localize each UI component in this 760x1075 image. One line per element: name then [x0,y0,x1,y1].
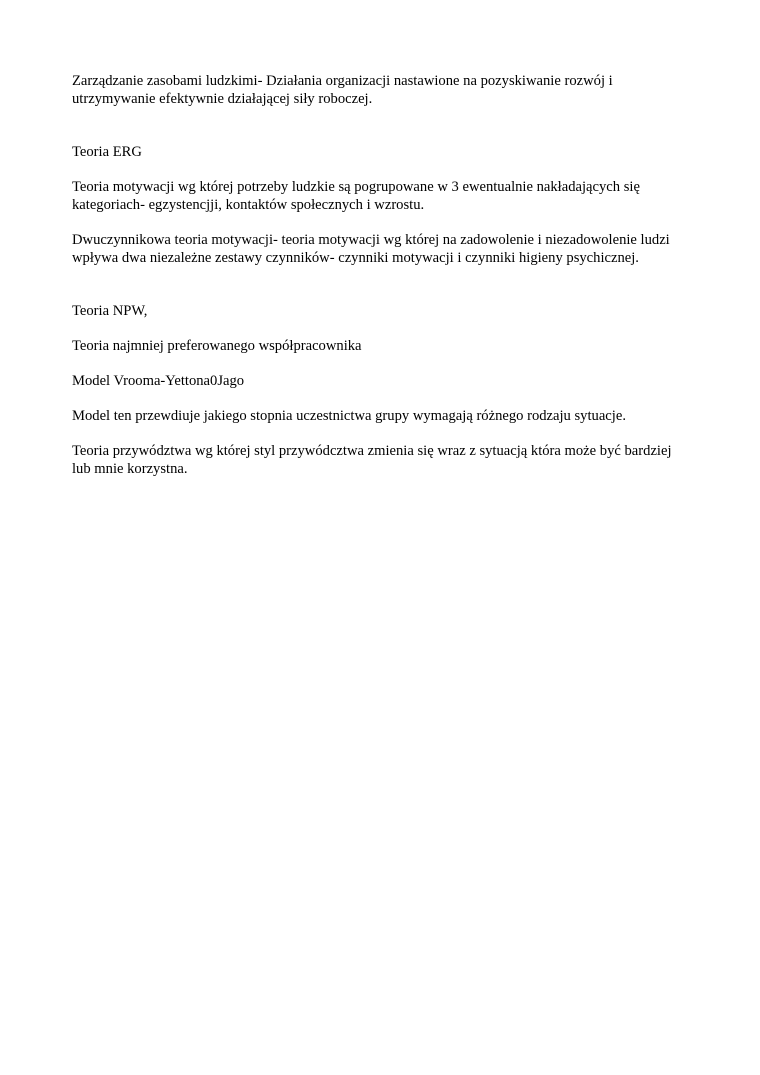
paragraph-spacer [72,267,682,302]
heading-npw-theory: Teoria NPW, [72,303,148,319]
paragraph-hr-definition: Zarządzanie zasobami ludzkimi- Działania organizacji nastawione na pozyskiwanie rozwój i utrzymywanie efektywnie działającej siły roboczej. [72,73,613,107]
paragraph-two-factor-theory: Dwuczynnikowa teoria motywacji- teoria motywacji wg której na zadowolenie i niezadowolenie ludzi wpływa dwa niezależne zestawy czynników- czynniki motywacji i czynniki higieny psychicznej. [72,232,670,266]
paragraph-spacer [72,214,682,231]
paragraph-erg-definition: Teoria motywacji wg której potrzeby ludzkie są pogrupowane w 3 ewentualnie nakładających się kategoriach- egzystencjji, kontaktów społecznych i wzrostu. [72,179,640,213]
paragraph-spacer [72,425,682,442]
paragraph-npw-definition: Teoria najmniej preferowanego współpracownika [72,338,362,354]
paragraph-vroom-definition: Model ten przewdiuje jakiego stopnia uczestnictwa grupy wymagają różnego rodzaju sytuacje. [72,408,626,424]
document-body [72,72,682,478]
heading-erg-theory: Teoria ERG [72,144,142,160]
paragraph-spacer [72,390,682,407]
paragraph-spacer [72,355,682,372]
paragraph-spacer [72,108,682,143]
paragraph-spacer [72,320,682,337]
heading-vroom-model: Model Vrooma-Yettona0Jago [72,373,245,389]
paragraph-leadership-theory: Teoria przywództwa wg której styl przywódcztwa zmienia się wraz z sytuacją która może być bardziej lub mnie korzystna. [72,443,672,477]
paragraph-spacer [72,161,682,178]
